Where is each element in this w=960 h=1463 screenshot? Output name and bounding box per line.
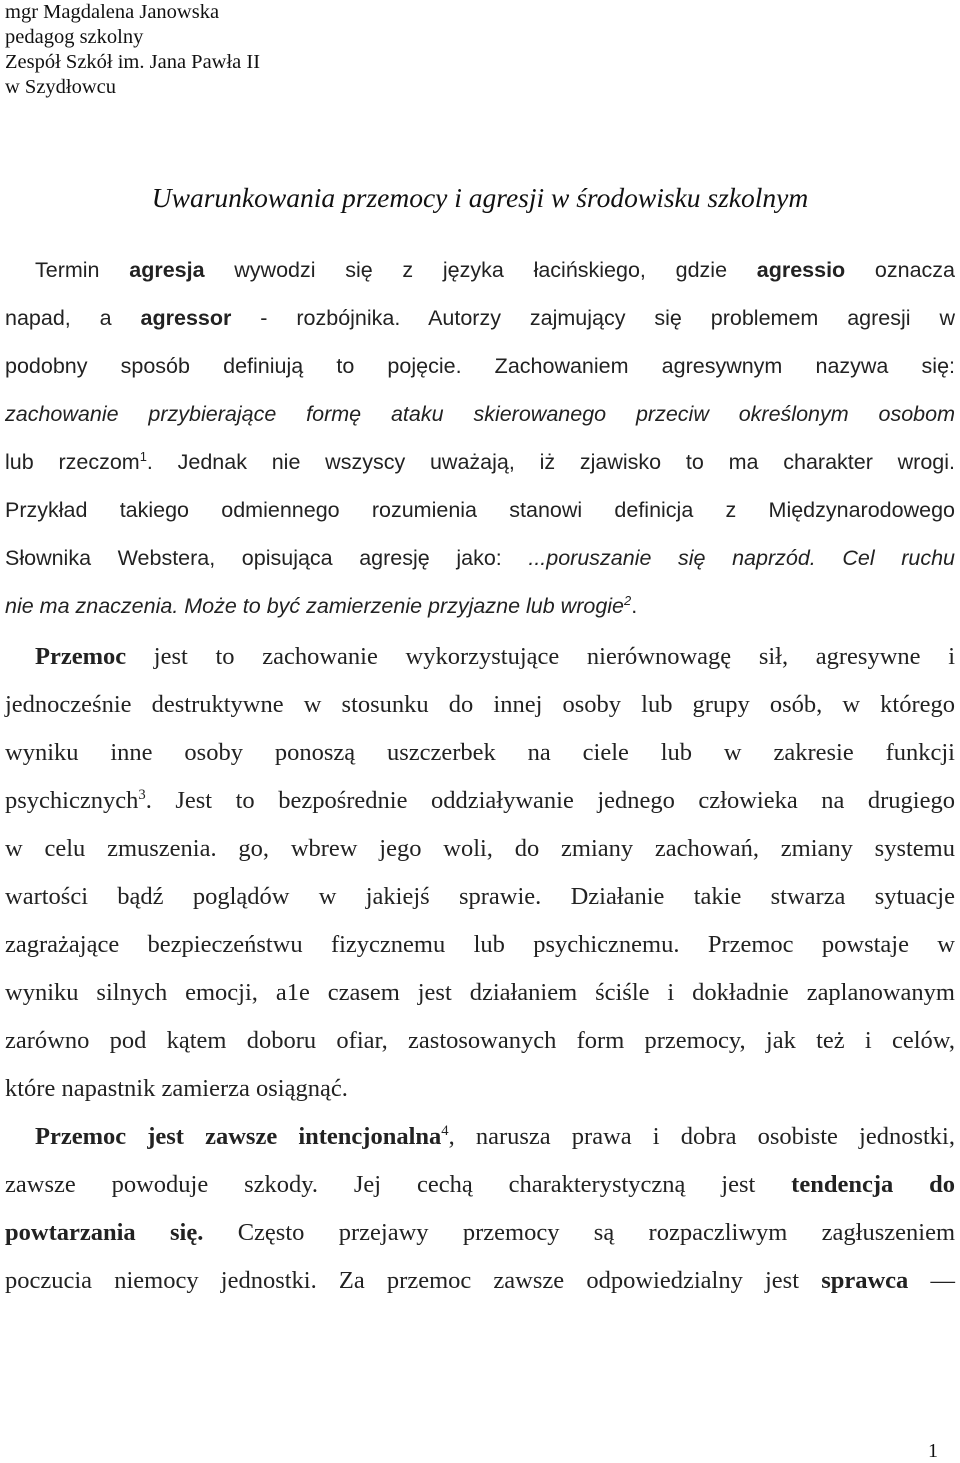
paragraph-line: Termin agresja wywodzi się z języka łacińskiego, gdzie agressio oznacza: [35, 258, 955, 282]
paragraph-line: nie ma znaczenia. Może to być zamierzenie przyjazne lub wrogie$^2$.: [5, 592, 638, 618]
paragraph-line: napad, a agressor - rozbójnika. Autorzy zajmujący się problemem agresji w: [5, 306, 955, 330]
paragraph-line: psychicznych$^3$. Jest to bezpośrednie oddziaływanie jednego człowieka na drugiego: [5, 786, 955, 814]
author-name: mgr Magdalena Janowska: [5, 1, 220, 23]
footnote-ref: 3: [138, 786, 146, 803]
paragraph-line: powtarzania się. Często przejawy przemocy są rozpaczliwym zagłuszeniem: [5, 1219, 956, 1246]
paragraph-line: poczucia niemocy jednostki. Za przemoc zawsze odpowiedzialny jest sprawca —: [5, 1267, 955, 1294]
school-location: w Szydłowcu: [5, 76, 117, 98]
footnote-ref: 1: [139, 448, 147, 464]
document-title: Uwarunkowania przemocy i agresji w środowisku szkolnym: [151, 182, 809, 213]
footnote-ref: 2: [624, 592, 632, 608]
paragraph-line: zachowanie przybierające formę ataku skierowanego przeciw określonym osobom: [5, 402, 955, 426]
page-number: 1: [928, 1440, 938, 1462]
paragraph-line: jednocześnie destruktywne w stosunku do innej osoby lub grupy osób, w którego: [5, 691, 955, 718]
paragraph-line: wyniku inne osoby ponoszą uszczerbek na ciele lub w zakresie funkcji: [5, 739, 955, 766]
paragraph-line: zawsze powoduje szkody. Jej cechą charakterystyczną jest tendencja do: [5, 1171, 955, 1198]
footnote-ref: 4: [441, 1122, 449, 1139]
paragraph-line: w celu zmuszenia. go, wbrew jego woli, do zmiany zachowań, zmiany systemu: [5, 835, 955, 862]
paragraph-line: lub rzeczom$^1$. Jednak nie wszyscy uważają, iż zjawisko to ma charakter wrogi.: [5, 448, 955, 474]
paragraph-line: zagrażające bezpieczeństwu fizycznemu lub psychicznemu. Przemoc powstaje w: [5, 931, 955, 958]
paragraph-line: Przykład takiego odmiennego rozumienia stanowi definicja z Międzynarodowego: [5, 498, 955, 522]
paragraph-line: Przemoc jest zawsze intencjonalna$^4$, narusza prawa i dobra osobiste jednostki,: [35, 1122, 955, 1150]
school-name: Zespół Szkół im. Jana Pawła II: [5, 51, 261, 73]
paragraph-line: wartości bądź poglądów w jakiejś sprawie. Działanie takie stwarza sytuacje: [5, 883, 955, 910]
author-role: pedagog szkolny: [5, 26, 144, 48]
paragraph-line: Słownika Webstera, opisująca agresję jako: ...poruszanie się naprzód. Cel ruchu: [5, 546, 955, 570]
paragraph-line: podobny sposób definiują to pojęcie. Zachowaniem agresywnym nazywa się:: [5, 354, 955, 378]
paragraph-line: które napastnik zamierza osiągnąć.: [5, 1075, 348, 1102]
paragraph-line: Przemoc jest to zachowanie wykorzystujące nierównowagę sił, agresywne i: [35, 643, 955, 670]
author-header: [5, 0, 260, 100]
paragraph-line: wyniku silnych emocji, a1e czasem jest działaniem ściśle i dokładnie zaplanowanym: [5, 979, 955, 1006]
paragraph-line: zarówno pod kątem doboru ofiar, zastosowanych form przemocy, jak też i celów,: [5, 1027, 955, 1054]
